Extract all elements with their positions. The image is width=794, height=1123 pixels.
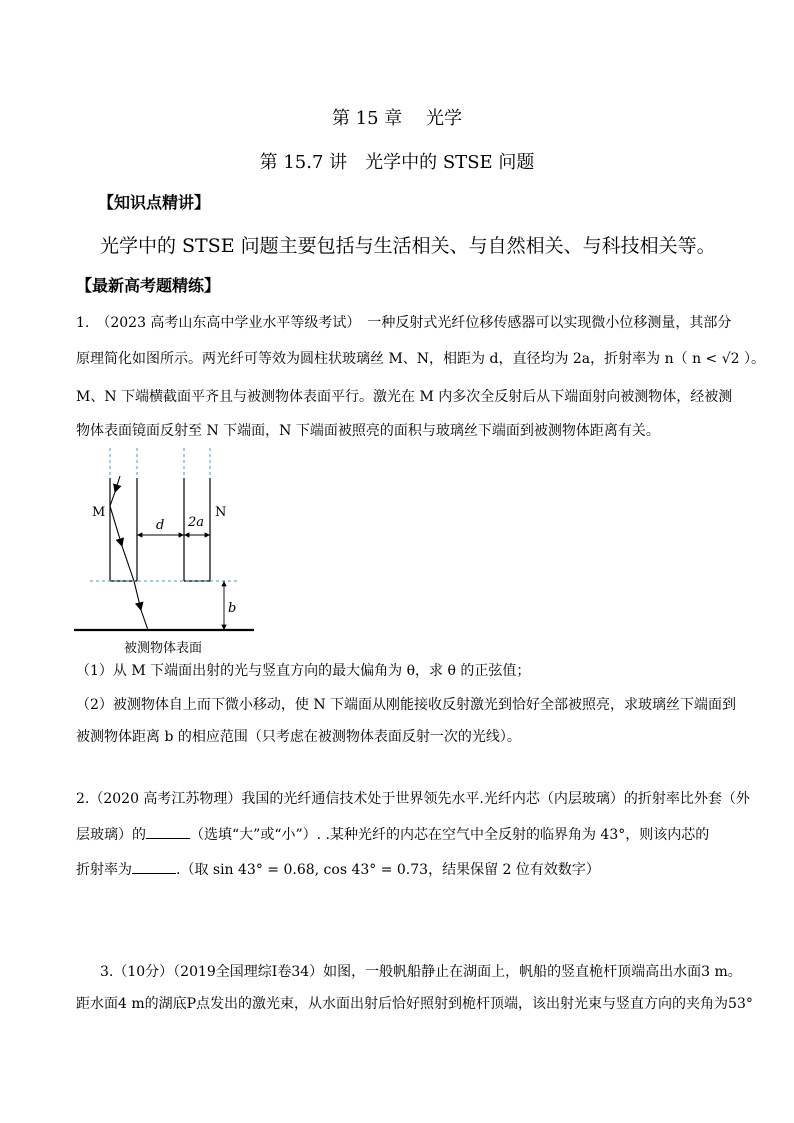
knowledge-heading: 【知识点精讲】 xyxy=(98,193,211,212)
q2-answer-blank-1[interactable] xyxy=(146,826,190,839)
q1-sub-1: （1）从 M 下端面出射的光与竖直方向的最大偏角为 θ，求 θ 的正弦值； xyxy=(76,663,531,679)
q1-line-2: 原理简化如图所示。两光纤可等效为圆柱状玻璃丝 M、N，相距为 d，直径均为 2a，折射率为 n（ n < √2 ）。 xyxy=(76,351,765,367)
q2-line-3 xyxy=(76,861,600,877)
label-b: b xyxy=(228,601,237,616)
q2-line-2-end: （选填“大”或“小”）. .某种光纤的内芯在空气中全反射的临界角为 43°，则该内芯的 xyxy=(190,827,710,843)
q2-line-3-start: 折射率为 xyxy=(76,862,132,878)
q2-line-2-start: 层玻璃）的 xyxy=(76,827,146,843)
q1-sub-2b: 被测物体距离 b 的相应范围（只考虑在被测物体表面反射一次的光线）。 xyxy=(76,729,521,745)
figure-caption: 被测物体表面 xyxy=(124,641,203,656)
q1-sub-2a: （2）被测物体自上而下微小移动，使 N 下端面从刚能接收反射激光到恰好全部被照亮，求玻璃丝下端面到 xyxy=(76,697,737,713)
label-m: M xyxy=(92,505,106,520)
label-d: d xyxy=(156,518,165,533)
fiber-sensor-figure xyxy=(60,440,270,662)
chapter-title: 第 15 章 光学 xyxy=(331,108,463,129)
q1-line-3: M、N 下端横截面平齐且与被测物体表面平行。激光在 M 内多次全反射后从下端面射向被测物体，经被测 xyxy=(76,389,733,405)
fiber-dashed-extensions xyxy=(110,448,210,478)
q2-line-1: 2.（2020 高考江苏物理）我国的光纤通信技术处于世界领先水平.光纤内芯（内层玻璃）的折射率比外套（外 xyxy=(76,791,750,807)
knowledge-text: 光学中的 STSE 问题主要包括与生活相关、与自然相关、与科技相关等。 xyxy=(100,235,716,257)
q1-line-4: 物体表面镜面反射至 N 下端面，N 下端面被照亮的面积与玻璃丝下端面到被测物体距离有关。 xyxy=(76,423,660,439)
q3-line-1: 3.（10分）（2019全国理综Ⅰ卷34）如图，一般帆船静止在湖面上，帆船的竖直桅杆顶端高出水面3 m。 xyxy=(100,964,742,980)
q2-line-2 xyxy=(76,826,709,842)
label-n: N xyxy=(215,505,227,520)
laser-path xyxy=(110,476,148,630)
q3-line-2: 距水面4 m的湖底P点发出的激光束，从水面出射后恰好照射到桅杆顶端，该出射光束与竖直方向的夹角为53° xyxy=(76,996,753,1012)
exam-heading: 【最新高考题精练】 xyxy=(76,276,221,295)
section-title: 第 15.7 讲 光学中的 STSE 问题 xyxy=(259,152,535,173)
q2-answer-blank-2[interactable] xyxy=(132,861,176,874)
q1-line-1: 1. （2023 高考山东高中学业水平等级考试） 一种反射式光纤位移传感器可以实现微小位移测量，其部分 xyxy=(76,315,732,331)
label-2a: 2a xyxy=(188,515,205,530)
q2-line-3-end: .（取 sin 43° = 0.68, cos 43° = 0.73，结果保留 2 位有效数字） xyxy=(176,862,600,878)
